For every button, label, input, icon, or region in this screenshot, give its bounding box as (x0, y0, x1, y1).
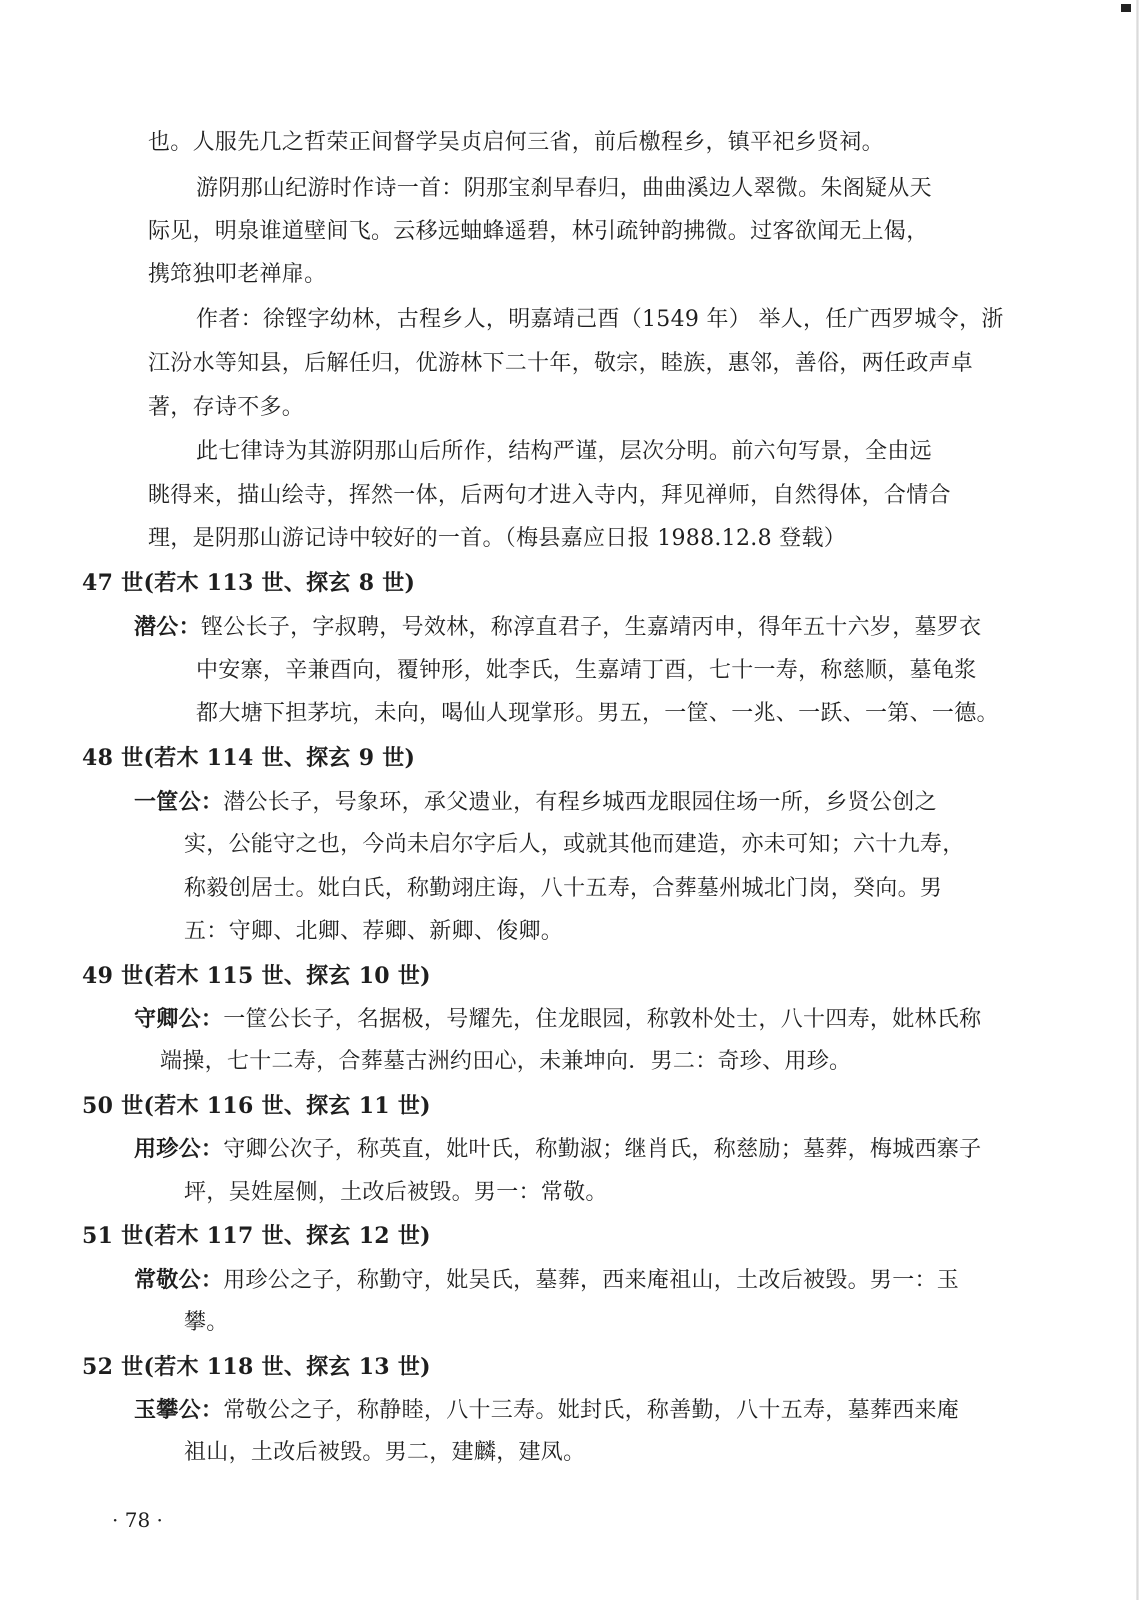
generation-detail: (若木 115 世、探玄 10 世) (143, 963, 431, 989)
page-edge (1136, 0, 1139, 1600)
text-line: 此七律诗为其游阴那山后所作，结构严谨，层次分明。前六句写景，全由远 (196, 439, 932, 464)
generation-number: 49 世 (82, 963, 144, 989)
text-line: 作者：徐铿字幼林，古程乡人，明嘉靖己酉（1549 年） 举人，任广西罗城令，浙 (196, 307, 1004, 332)
entry-line (134, 1265, 959, 1296)
text-line: 理，是阴那山游记诗中较好的一首。（梅县嘉应日报 1988.12.8 登载） (148, 526, 847, 551)
entry-text: 铿公长子，字叔聘，号效林，称淳直君子，生嘉靖丙申，得年五十六岁，墓罗衣 (200, 615, 982, 640)
generation-heading (82, 1091, 431, 1122)
entry-text: 常敬公之子，称静睦，八十三寿。妣封氏，称善勤，八十五寿，墓葬西来庵 (223, 1398, 960, 1423)
text-line: 也。人服先几之哲荣正间督学吴贞启何三省，前后檄程乡，镇平祀乡贤祠。 (148, 130, 884, 155)
entry-line (134, 787, 937, 818)
entry-line: 坪，吴姓屋侧，土改后被毁。男一：常敬。 (184, 1180, 608, 1205)
generation-detail: (若木 114 世、探玄 9 世) (143, 745, 416, 771)
entry-line (134, 1395, 959, 1426)
entry-line: 攀。 (184, 1310, 229, 1335)
entry-line: 都大塘下担茅坑，未向，喝仙人现掌形。男五，一筐、一兆、一跃、一第、一德。 (196, 701, 999, 726)
entry-text: 一筐公长子，名据极，号耀先，住龙眼园，称敦朴处士，八十四寿，妣林氏称 (223, 1007, 982, 1032)
text-line: 际见，明泉谁道壁间飞。云移远蚰蜂遥碧，林引疏钟韵拂微。过客欲闻无上偈， (148, 219, 929, 244)
entry-line: 祖山，土改后被毁。男二，建麟，建凤。 (184, 1440, 586, 1465)
generation-detail: (若木 117 世、探玄 12 世) (143, 1223, 431, 1249)
entry-name: 用珍公： (134, 1136, 224, 1162)
generation-heading (82, 1221, 431, 1252)
entry-line: 中安寨，辛兼酉向，覆钟形，妣李氏，生嘉靖丁酉，七十一寿，称慈顺，墓龟浆 (196, 658, 977, 683)
entry-line: 五：守卿、北卿、荐卿、新卿、俊卿。 (184, 919, 564, 944)
entry-name: 潜公： (134, 614, 201, 640)
generation-number: 50 世 (82, 1093, 144, 1119)
text-line: 游阴那山纪游时作诗一首：阴那宝刹早春归，曲曲溪边人翠微。朱阁疑从天 (196, 176, 932, 201)
entry-name: 守卿公： (134, 1006, 224, 1032)
generation-number: 47 世 (82, 570, 144, 596)
entry-text: 潜公长子，号象环，承父遗业，有程乡城西龙眼园住场一所，乡贤公创之 (223, 790, 937, 815)
generation-number: 48 世 (82, 745, 144, 771)
entry-text: 守卿公次子，称英直，妣叶氏，称勤淑；继肖氏，称慈励；墓葬，梅城西寨子 (223, 1137, 982, 1162)
generation-heading (82, 1352, 431, 1383)
text-line: 著，存诗不多。 (148, 395, 305, 420)
entry-line: 实，公能守之也，今尚未启尔字后人，或就其他而建造，亦未可知；六十九寿， (184, 832, 965, 857)
generation-number: 51 世 (82, 1223, 144, 1249)
entry-line: 端操，七十二寿，合葬墓古洲约田心，未兼坤向．男二：奇珍、用珍。 (160, 1049, 852, 1074)
generation-heading (82, 961, 431, 992)
text-line: 眺得来，描山绘寺，挥然一体，后两句才进入寺内，拜见禅师，自然得体，合情合 (148, 483, 951, 508)
generation-number: 52 世 (82, 1354, 144, 1380)
entry-line (134, 1134, 981, 1165)
page-number: · 78 · (112, 1508, 163, 1532)
generation-heading (82, 743, 415, 774)
entry-name: 玉攀公： (134, 1397, 224, 1423)
generation-detail: (若木 113 世、探玄 8 世) (143, 570, 416, 596)
entry-line: 称毅创居士。妣白氏，称勤翊庄诲，八十五寿，合葬墓州城北门岗，癸向。男 (184, 876, 943, 901)
generation-detail: (若木 118 世、探玄 13 世) (143, 1354, 431, 1380)
entry-line (134, 1004, 981, 1035)
entry-line (134, 612, 981, 643)
entry-name: 常敬公： (134, 1267, 224, 1293)
entry-name: 一筐公： (134, 789, 224, 815)
corner-mark (1121, 4, 1131, 12)
generation-heading (82, 568, 415, 599)
text-line: 江汾水等知县，后解任归，优游林下二十年，敬宗，睦族，惠邻，善俗，两任政声卓 (148, 351, 974, 376)
text-line: 携筇独叩老禅扉。 (148, 262, 327, 287)
entry-text: 用珍公之子，称勤守，妣吴氏，墓葬，西来庵祖山，土改后被毁。男一：玉 (223, 1268, 960, 1293)
generation-detail: (若木 116 世、探玄 11 世) (143, 1093, 431, 1119)
